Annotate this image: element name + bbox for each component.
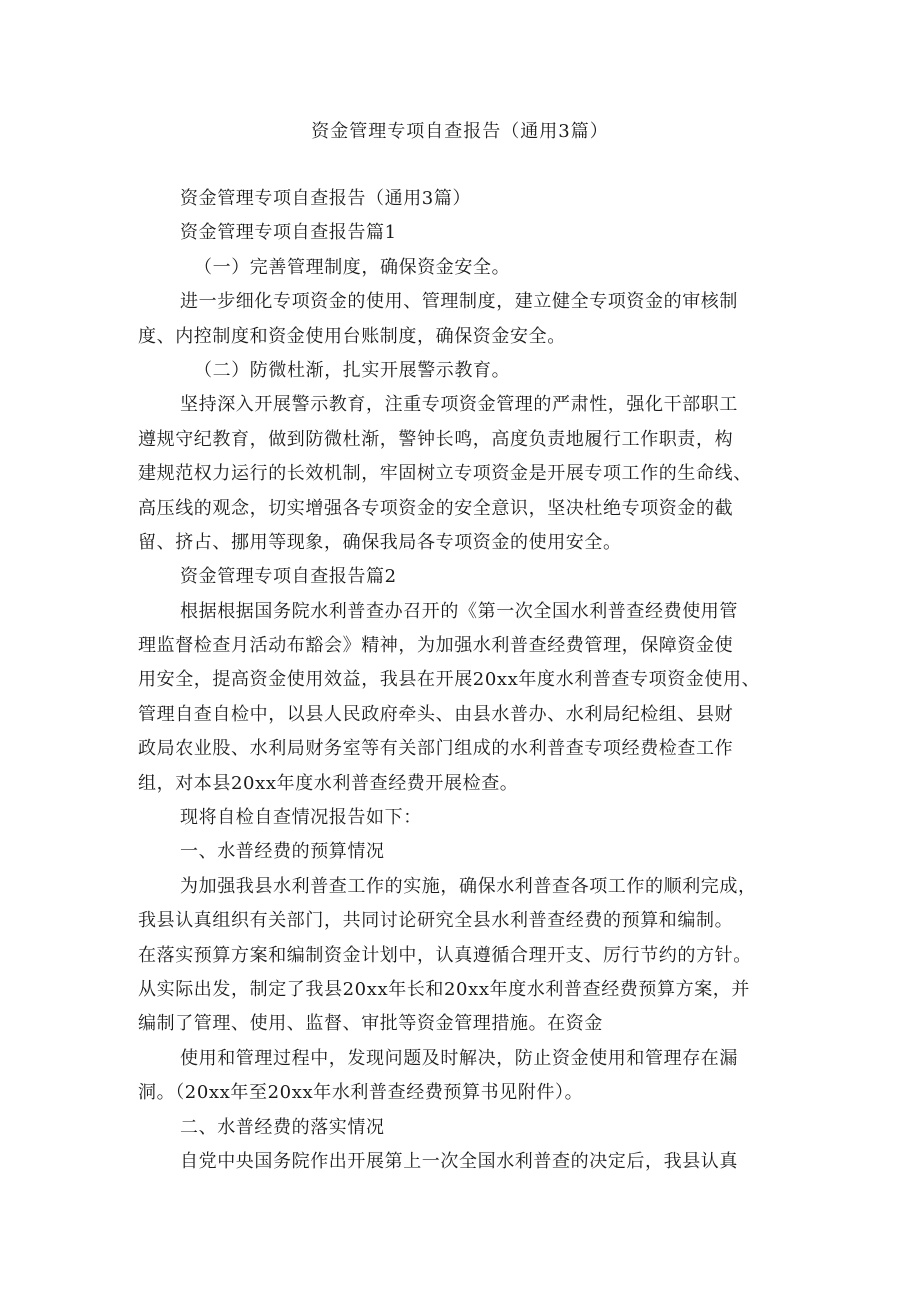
text-line: 一、水普经费的预算情况 <box>180 841 385 863</box>
text-line: （二）防微杜渐，扎实开展警示教育。 <box>194 359 511 381</box>
text-line: 使用和管理过程中，发现问题及时解决，防止资金使用和管理存在漏 <box>180 1047 738 1069</box>
text-line: 资金管理专项自查报告（通用3篇） <box>180 188 472 209</box>
document-body <box>138 182 798 1179</box>
text-line: 建规范权力运行的长效机制，牢固树立专项资金是开展专项工作的生命线、 <box>138 463 752 485</box>
text-line: 从实际出发，制定了我县20xx年长和20xx年度水利普查经费预算方案，并 <box>138 978 751 1000</box>
text-line: 我县认真组织有关部门，共同讨论研究全县水利普查经费的预算和编制。 <box>138 910 734 932</box>
text-line: 二、水普经费的落实情况 <box>180 1116 385 1138</box>
text-line: 政局农业股、水利局财务室等有关部门组成的水利普查专项经费检查工作 <box>138 738 734 760</box>
text-line: 编制了管理、使用、监督、审批等资金管理措施。在资金 <box>138 1013 603 1035</box>
text-line: 自党中央国务院作出开展第上一次全国水利普查的决定后，我县认真 <box>180 1150 738 1172</box>
text-line: 现将自检自查情况报告如下： <box>180 807 422 829</box>
text-line: 组，对本县20xx年度水利普查经费开展检查。 <box>138 772 519 794</box>
text-line: 理监督检查月活动布豁会》精神，为加强水利普查经费管理，保障资金使 <box>138 635 734 657</box>
text-line: 为加强我县水利普查工作的实施，确保水利普查各项工作的顺利完成， <box>180 875 757 897</box>
text-line: （一）完善管理制度，确保资金安全。 <box>194 256 511 278</box>
text-line: 度、内控制度和资金使用台账制度，确保资金安全。 <box>138 325 566 347</box>
text-line: 洞。（20xx年至20xx年水利普查经费预算书见附件）。 <box>138 1082 584 1104</box>
text-line: 管理自查自检中，以县人民政府牵头、由县水普办、水利局纪检组、县财 <box>138 703 734 725</box>
text-line: 高压线的观念，切实增强各专项资金的安全意识，坚决杜绝专项资金的截 <box>138 497 734 519</box>
text-line: 用安全，提高资金使用效益，我县在开展20xx年度水利普查专项资金使用、 <box>138 669 761 691</box>
text-line: 在落实预算方案和编制资金计划中，认真遵循合理开支、厉行节约的方针。 <box>138 944 752 966</box>
text-line: 遵规守纪教育，做到防微杜渐，警钟长鸣，高度负责地履行工作职责，构 <box>138 428 734 450</box>
text-line: 留、挤占、挪用等现象，确保我局各专项资金的使用安全。 <box>138 531 622 553</box>
page-title: 资金管理专项自查报告（通用3篇） <box>311 121 609 142</box>
text-line: 进一步细化专项资金的使用、管理制度，建立健全专项资金的审核制 <box>180 291 738 313</box>
text-line: 资金管理专项自查报告篇2 <box>180 566 397 588</box>
text-line: 坚持深入开展警示教育，注重专项资金管理的严肃性，强化干部职工 <box>180 394 738 416</box>
text-line: 根据根据国务院水利普查办召开的《第一次全国水利普查经费使用管 <box>180 600 738 622</box>
text-line: 资金管理专项自查报告篇1 <box>180 222 397 244</box>
